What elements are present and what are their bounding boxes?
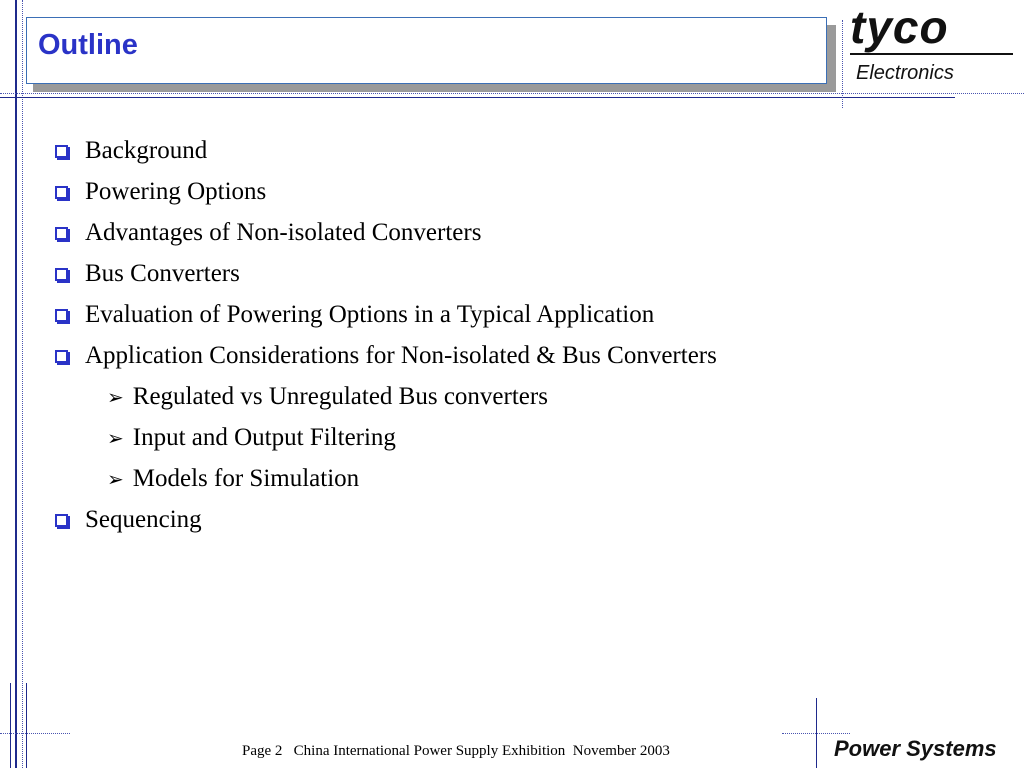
footer-left-dotted bbox=[0, 733, 70, 734]
list-item-label: Evaluation of Powering Options in a Typical Application bbox=[85, 301, 655, 328]
header-vertical-dotted bbox=[842, 20, 843, 108]
arrow-bullet-icon: ➢ bbox=[107, 467, 124, 491]
square-bullet-icon bbox=[55, 186, 68, 199]
list-item bbox=[55, 256, 240, 292]
footer-caption: Page 2 China International Power Supply Exhibition November 2003 bbox=[242, 743, 670, 759]
list-item bbox=[55, 502, 202, 538]
arrow-bullet-icon: ➢ bbox=[107, 385, 124, 409]
list-item-label: Advantages of Non-isolated Converters bbox=[85, 219, 482, 246]
square-bullet-icon bbox=[55, 514, 68, 527]
sub-list-item-label: Regulated vs Unregulated Bus converters bbox=[132, 383, 548, 410]
square-bullet-icon bbox=[55, 227, 68, 240]
sub-list-item bbox=[107, 461, 359, 497]
list-item-label: Application Considerations for Non-isolated & Bus Converters bbox=[85, 342, 717, 369]
page-title: Outline bbox=[38, 29, 138, 61]
brand-logo: tyco bbox=[850, 1, 949, 53]
square-bullet-icon bbox=[55, 145, 68, 158]
brand-logo-subtitle: Electronics bbox=[856, 62, 954, 84]
footer-right-dotted bbox=[782, 733, 850, 734]
footer-left-rule bbox=[10, 683, 11, 768]
list-item-label: Bus Converters bbox=[85, 260, 240, 287]
square-bullet-icon bbox=[55, 268, 68, 281]
header-rule bbox=[0, 97, 955, 98]
sub-list-item-label: Models for Simulation bbox=[132, 465, 360, 492]
sub-list-item bbox=[107, 420, 396, 456]
list-item-label: Powering Options bbox=[85, 178, 267, 205]
title-box bbox=[26, 17, 827, 84]
list-item bbox=[55, 133, 207, 169]
list-item bbox=[55, 297, 654, 333]
list-item bbox=[55, 174, 266, 210]
footer-brand-logo: Power Systems bbox=[834, 736, 997, 761]
left-rule-thick bbox=[15, 0, 17, 768]
left-rule-dotted bbox=[22, 0, 23, 768]
sub-list-item bbox=[107, 379, 548, 415]
arrow-bullet-icon: ➢ bbox=[107, 426, 124, 450]
list-item bbox=[55, 215, 481, 251]
list-item-label: Background bbox=[85, 137, 208, 164]
list-item-label: Sequencing bbox=[85, 506, 202, 533]
square-bullet-icon bbox=[55, 309, 68, 322]
logo-divider bbox=[850, 53, 1013, 55]
footer-left-rule-2 bbox=[26, 683, 27, 768]
header-rule-dotted bbox=[0, 93, 1024, 94]
list-item bbox=[55, 338, 717, 374]
sub-list-item-label: Input and Output Filtering bbox=[132, 424, 396, 451]
square-bullet-icon bbox=[55, 350, 68, 363]
